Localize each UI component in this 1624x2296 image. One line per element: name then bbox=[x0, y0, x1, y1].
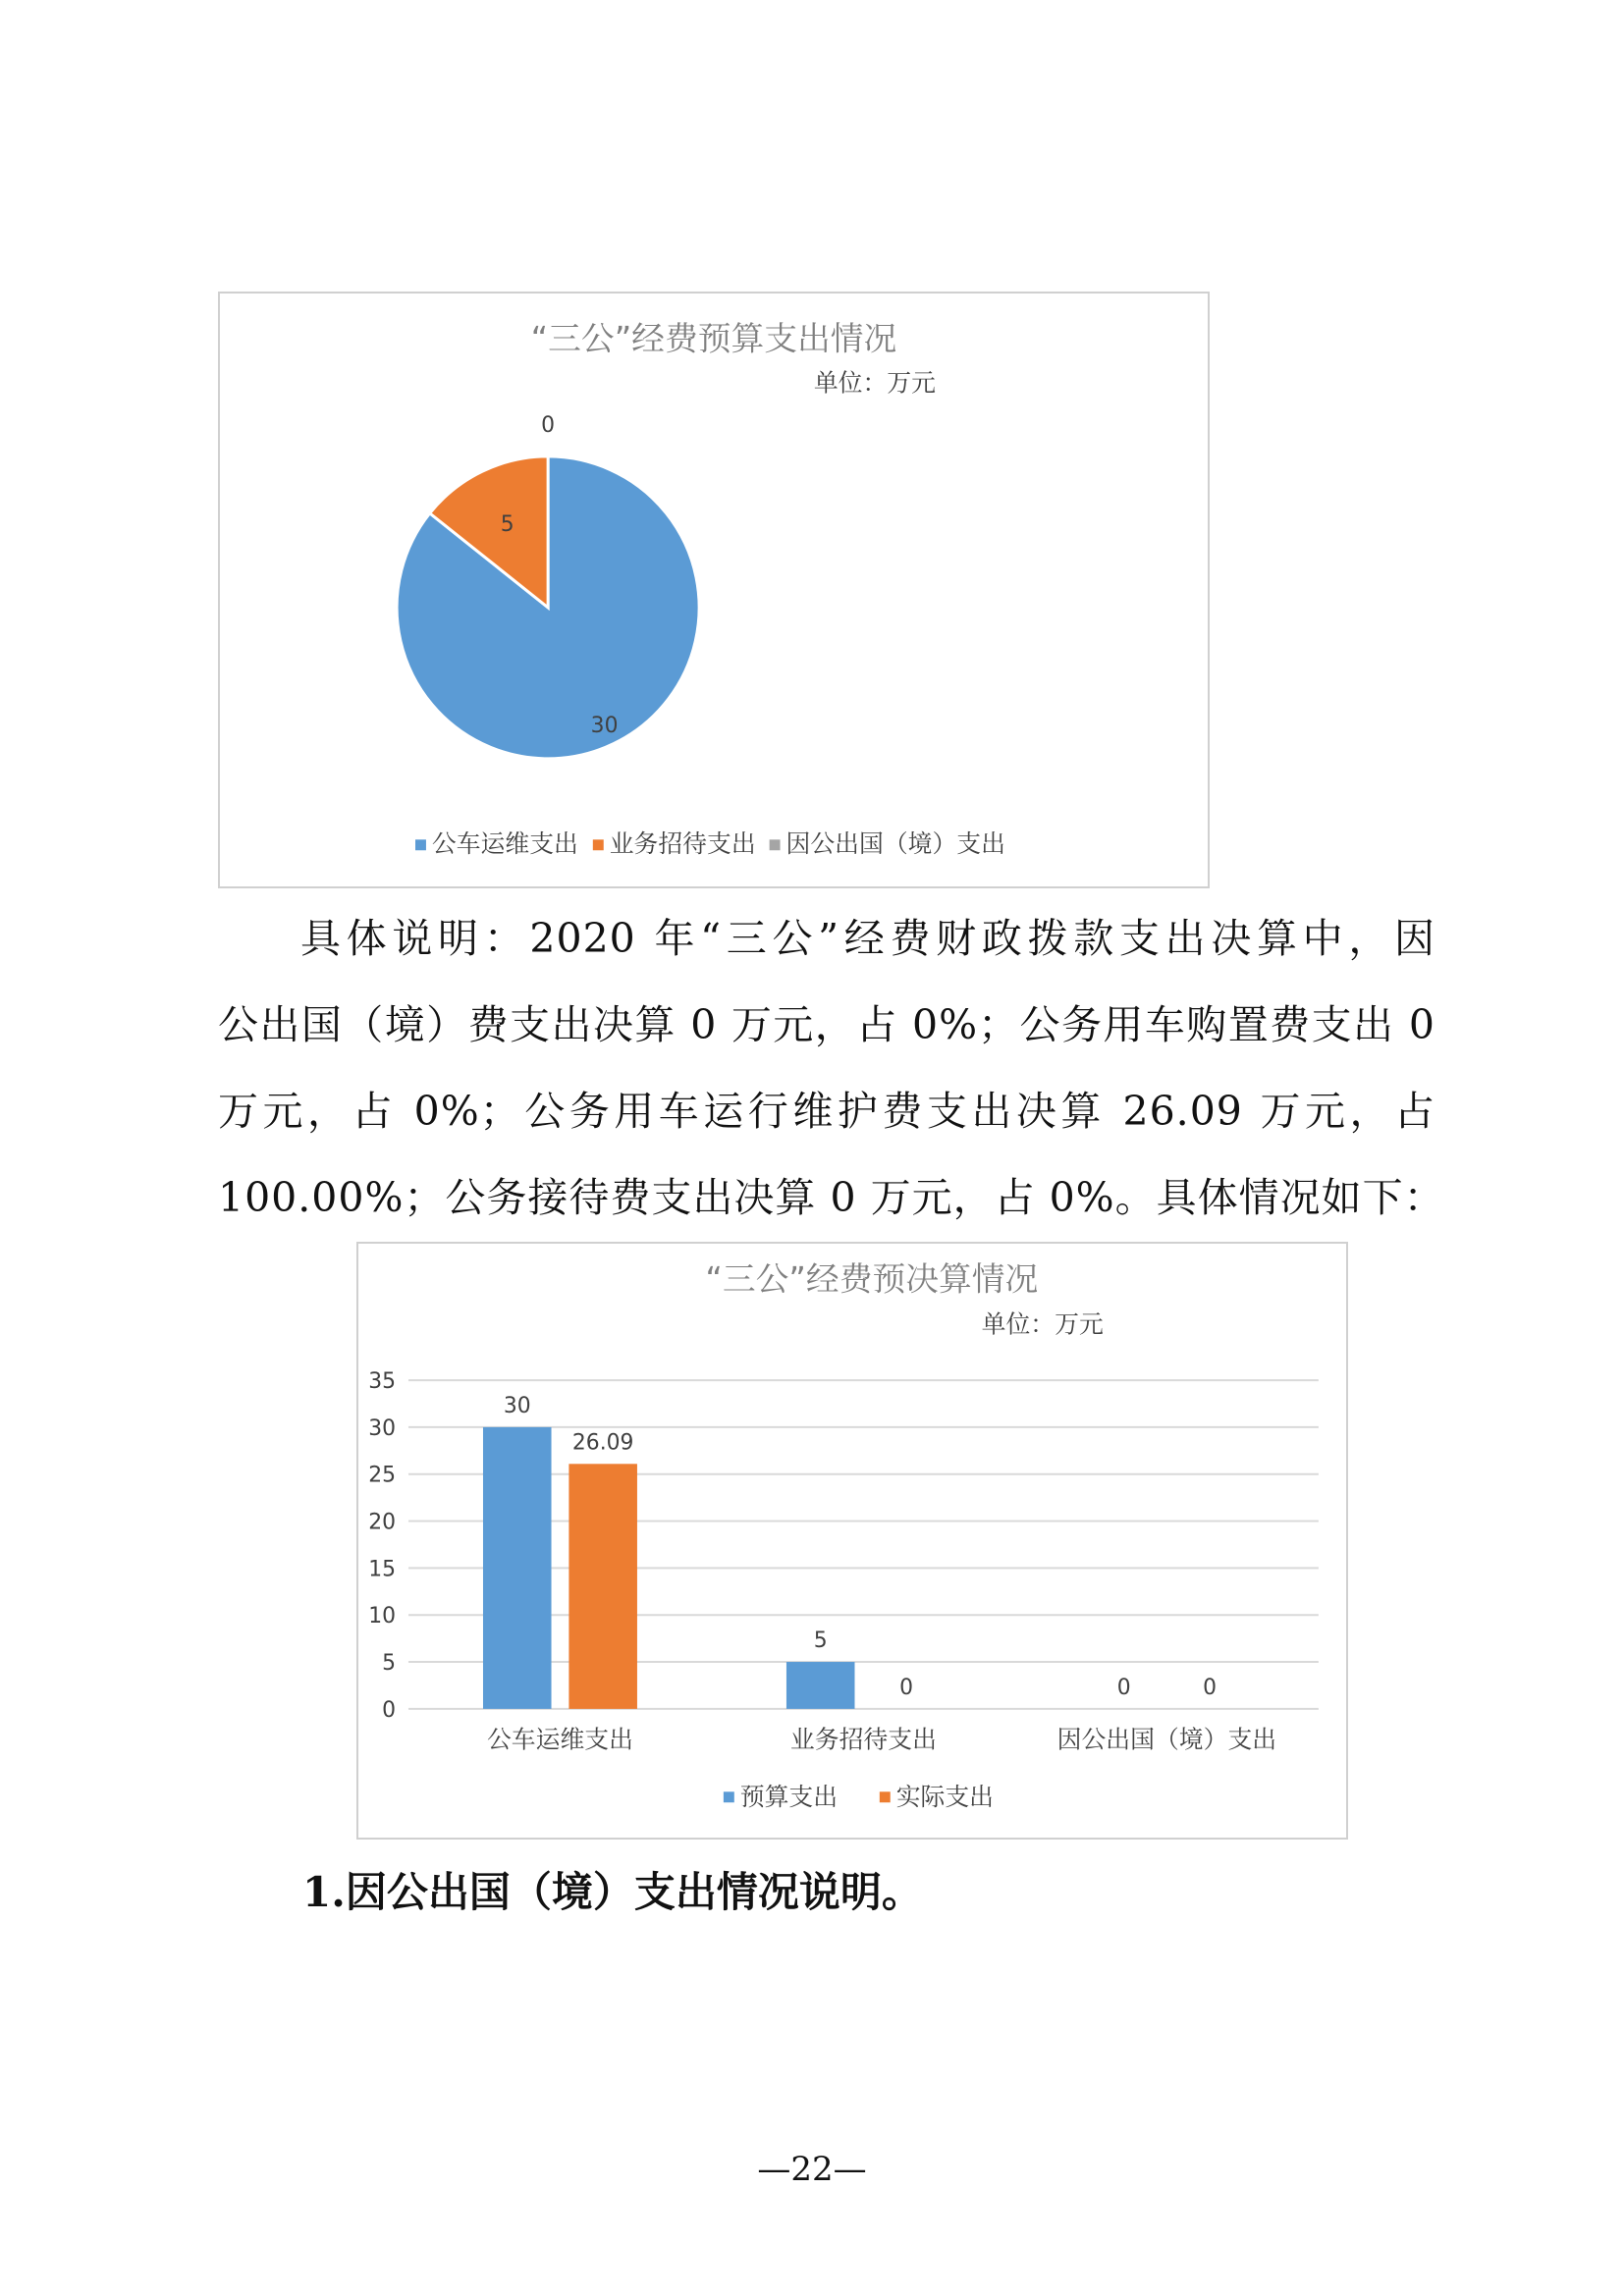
legend-swatch bbox=[724, 1791, 734, 1802]
bar-chart-box bbox=[356, 1242, 1348, 1840]
bar bbox=[568, 1464, 637, 1709]
x-category-label: 因公出国（境）支出 bbox=[1056, 1725, 1277, 1754]
explanation-paragraph bbox=[218, 895, 1445, 1241]
bar-chart-title: “三公”经费预决算情况 bbox=[705, 1259, 1039, 1299]
bar bbox=[483, 1427, 552, 1709]
legend-label: 因公出国（境）支出 bbox=[785, 829, 1005, 859]
bar-chart-unit: 单位：万元 bbox=[981, 1309, 1104, 1339]
x-category-label: 业务招待支出 bbox=[789, 1725, 937, 1754]
pie-chart bbox=[220, 294, 1208, 886]
paragraph-line: 公出国（境）费支出决算 0 万元，占 0%；公务用车购置费支出 0 bbox=[218, 1001, 1435, 1048]
y-tick-label: 0 bbox=[382, 1697, 397, 1723]
pie-chart-title: “三公”经费预算支出情况 bbox=[530, 319, 897, 358]
y-tick-label: 25 bbox=[368, 1463, 397, 1488]
y-tick-label: 10 bbox=[368, 1604, 397, 1629]
bar-data-label: 0 bbox=[899, 1675, 914, 1700]
paragraph-line: 100.00%；公务接待费支出决算 0 万元，占 0%。具体情况如下： bbox=[218, 1174, 1445, 1221]
y-tick-label: 5 bbox=[382, 1650, 397, 1676]
legend-label: 业务招待支出 bbox=[609, 829, 756, 859]
bar-data-label: 0 bbox=[1203, 1675, 1218, 1700]
bar-data-label: 30 bbox=[503, 1394, 531, 1419]
paragraph-line: 万元，占 0%；公务用车运行维护费支出决算 26.09 万元，占 bbox=[218, 1088, 1435, 1135]
legend-label: 公车运维支出 bbox=[431, 829, 578, 859]
pie-chart-box bbox=[218, 292, 1210, 888]
pie-data-label: 30 bbox=[590, 714, 619, 739]
legend-swatch bbox=[880, 1791, 891, 1802]
x-category-label: 公车运维支出 bbox=[486, 1725, 633, 1754]
legend-swatch bbox=[770, 839, 781, 850]
legend-swatch bbox=[593, 839, 604, 850]
bar-data-label: 5 bbox=[813, 1629, 828, 1654]
paragraph-line: 具体说明：2020 年“三公”经费财政拨款支出决算中，因 bbox=[300, 915, 1435, 962]
page-number: —22— bbox=[757, 2150, 867, 2189]
y-tick-label: 30 bbox=[368, 1415, 397, 1441]
legend-swatch bbox=[415, 839, 426, 850]
bar-data-label: 0 bbox=[1116, 1675, 1131, 1700]
y-tick-label: 15 bbox=[368, 1557, 397, 1582]
bar bbox=[786, 1662, 855, 1709]
bar-data-label: 26.09 bbox=[571, 1430, 634, 1456]
section-heading: 1.因公出国（境）支出情况说明。 bbox=[302, 1868, 923, 1916]
pie-chart-unit: 单位：万元 bbox=[813, 368, 936, 398]
legend-label: 预算支出 bbox=[739, 1783, 839, 1812]
y-tick-label: 35 bbox=[368, 1369, 397, 1395]
y-tick-label: 20 bbox=[368, 1510, 397, 1535]
pie-data-label: 0 bbox=[541, 413, 556, 439]
pie-data-label: 5 bbox=[500, 511, 514, 537]
legend-label: 实际支出 bbox=[895, 1783, 995, 1812]
bar-chart bbox=[358, 1244, 1346, 1838]
